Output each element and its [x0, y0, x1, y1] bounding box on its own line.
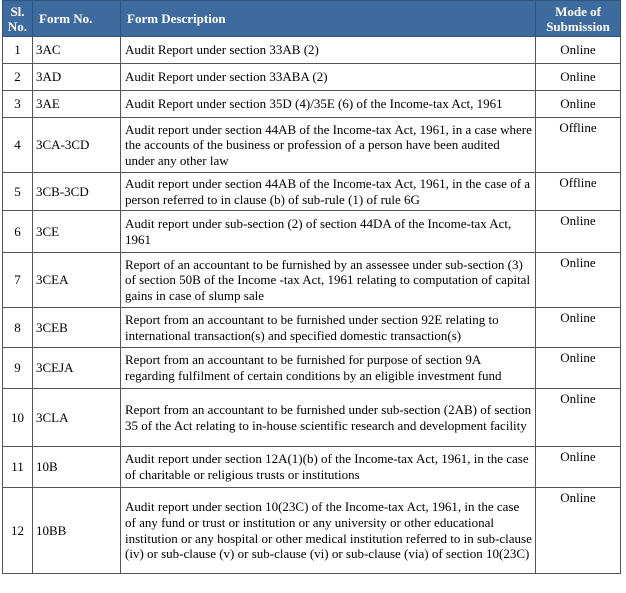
form-description-cell: Audit report under section 44AB of the Income-tax Act, 1961, in a case where the accounts of the business or profession of a person have been audited under any other law — [121, 118, 536, 173]
table-row — [3, 64, 621, 91]
form-no-cell: 3CEJA — [33, 348, 121, 389]
header-form-description: Form Description — [121, 1, 536, 37]
form-description-cell: Report from an accountant to be furnished under sub-section (2AB) of section 35 of the Act relating to in-house scientific research and development facility — [121, 389, 536, 447]
form-description-cell: Report from an accountant to be furnished under section 92E relating to international transaction(s) and specified domestic transaction(s) — [121, 308, 536, 348]
form-description-cell: Report from an accountant to be furnished for purpose of section 9A regarding fulfilment of certain conditions by an eligible investment fund — [121, 348, 536, 389]
table-row — [3, 253, 621, 308]
form-no-cell: 3AD — [33, 64, 121, 91]
forms-table-container — [2, 0, 621, 574]
mode-cell: Online — [536, 253, 621, 308]
form-no-cell: 3AC — [33, 37, 121, 64]
header-row — [3, 1, 621, 37]
form-no-cell: 3CEA — [33, 253, 121, 308]
form-no-cell: 3CA-3CD — [33, 118, 121, 173]
form-no-cell: 3AE — [33, 91, 121, 118]
table-row — [3, 91, 621, 118]
header-sl-no: Sl. No. — [3, 1, 33, 37]
sl-no-cell: 11 — [3, 447, 33, 488]
sl-no-cell: 7 — [3, 253, 33, 308]
sl-no-cell: 3 — [3, 91, 33, 118]
form-description-cell: Audit report under section 44AB of the Income-tax Act, 1961, in the case of a person referred to in clause (b) of sub-rule (1) of rule 6G — [121, 173, 536, 211]
form-description-cell: Audit report under sub-section (2) of section 44DA of the Income-tax Act, 1961 — [121, 211, 536, 253]
sl-no-cell: 2 — [3, 64, 33, 91]
mode-cell: Online — [536, 348, 621, 389]
mode-cell: Online — [536, 211, 621, 253]
mode-cell: Online — [536, 488, 621, 574]
table-row — [3, 37, 621, 64]
sl-no-cell: 4 — [3, 118, 33, 173]
mode-cell: Offline — [536, 173, 621, 211]
sl-no-cell: 9 — [3, 348, 33, 389]
form-description-cell: Audit Report under section 33AB (2) — [121, 37, 536, 64]
form-description-cell: Audit Report under section 35D (4)/35E (6) of the Income-tax Act, 1961 — [121, 91, 536, 118]
sl-no-cell: 12 — [3, 488, 33, 574]
mode-cell: Online — [536, 91, 621, 118]
header-form-no: Form No. — [33, 1, 121, 37]
table-row — [3, 118, 621, 173]
form-no-cell: 3CE — [33, 211, 121, 253]
table-row — [3, 308, 621, 348]
table-row — [3, 447, 621, 488]
sl-no-cell: 6 — [3, 211, 33, 253]
forms-table — [2, 0, 621, 574]
form-no-cell: 3CB-3CD — [33, 173, 121, 211]
form-description-cell: Report of an accountant to be furnished by an assessee under sub-section (3) of section 50B of the Income -tax Act, 1961 relating to computation of capital gains in case of slump sale — [121, 253, 536, 308]
form-description-cell: Audit Report under section 33ABA (2) — [121, 64, 536, 91]
mode-cell: Online — [536, 308, 621, 348]
mode-cell: Online — [536, 37, 621, 64]
table-row — [3, 488, 621, 574]
sl-no-cell: 10 — [3, 389, 33, 447]
table-row — [3, 348, 621, 389]
form-description-cell: Audit report under section 12A(1)(b) of the Income-tax Act, 1961, in the case of charitable or religious trusts or institutions — [121, 447, 536, 488]
form-no-cell: 10B — [33, 447, 121, 488]
table-row — [3, 173, 621, 211]
mode-cell: Online — [536, 64, 621, 91]
form-no-cell: 3CLA — [33, 389, 121, 447]
form-no-cell: 10BB — [33, 488, 121, 574]
sl-no-cell: 5 — [3, 173, 33, 211]
form-description-cell: Audit report under section 10(23C) of the Income-tax Act, 1961, in the case of any fund or trust or institution or any university or other educational institution or any hospital or other medical institution referred to in sub-clause (iv) or sub-clause (v) or sub-clause (vi) or sub-clause (via) of section 10(23C) — [121, 488, 536, 574]
mode-cell: Offline — [536, 118, 621, 173]
sl-no-cell: 8 — [3, 308, 33, 348]
sl-no-cell: 1 — [3, 37, 33, 64]
table-row — [3, 211, 621, 253]
form-no-cell: 3CEB — [33, 308, 121, 348]
header-mode-of-submission: Mode of Submission — [536, 1, 621, 37]
mode-cell: Online — [536, 389, 621, 447]
mode-cell: Online — [536, 447, 621, 488]
table-row — [3, 389, 621, 447]
